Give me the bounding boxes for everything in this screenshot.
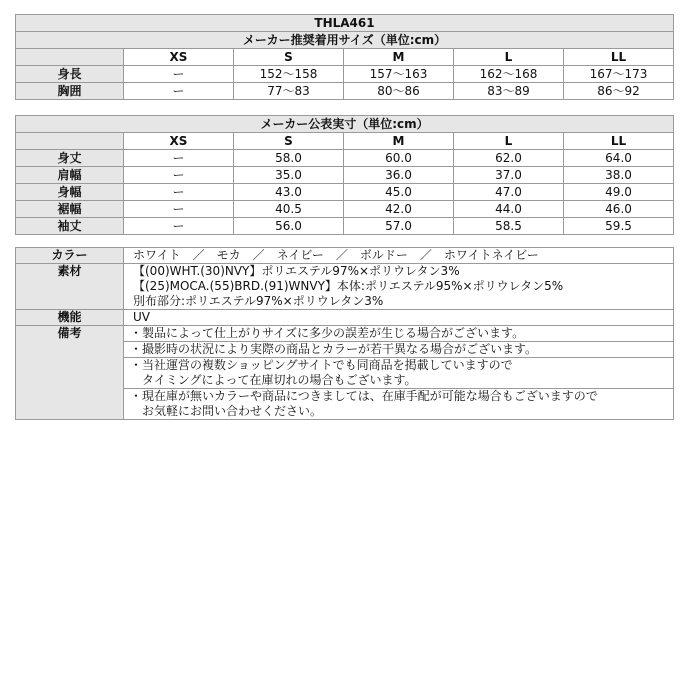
table-row <box>16 150 674 167</box>
material-label: 素材 <box>16 264 124 310</box>
detail-row-function <box>16 310 674 326</box>
note-item <box>124 326 674 342</box>
table-cell: 157〜163 <box>344 66 454 83</box>
table-cell: 35.0 <box>234 167 344 184</box>
table-row <box>16 184 674 201</box>
corner-cell <box>16 49 124 66</box>
color-label: カラー <box>16 248 124 264</box>
table-cell: 162〜168 <box>454 66 564 83</box>
table-cell: ー <box>124 218 234 235</box>
material-line: 【(25)MOCA.(55)BRD.(91)WNVY】本体:ポリエステル95%×ポリウレタン5% <box>133 279 564 293</box>
color-value: ホワイト ／ モカ ／ ネイビー ／ ボルドー ／ ホワイトネイビー <box>124 248 674 264</box>
table-cell: ー <box>124 184 234 201</box>
size-header: LL <box>564 133 674 150</box>
table-cell: 44.0 <box>454 201 564 218</box>
table-cell: 83〜89 <box>454 83 564 100</box>
actual-size-table <box>15 115 674 235</box>
size-header-row <box>16 49 674 66</box>
row-label: 胸囲 <box>16 83 124 100</box>
row-label: 身丈 <box>16 150 124 167</box>
table-cell: ー <box>124 167 234 184</box>
row-label: 袖丈 <box>16 218 124 235</box>
note-line: ・現在庫が無いカラーや商品につきましては、在庫手配が可能な場合もございますので <box>130 389 598 403</box>
table-cell: 59.5 <box>564 218 674 235</box>
size-header-row <box>16 133 674 150</box>
model-number: THLA461 <box>16 15 674 32</box>
size-header: M <box>344 133 454 150</box>
table-row <box>16 83 674 100</box>
recommended-size-title: メーカー推奨着用サイズ（単位:cm） <box>16 32 674 49</box>
note-item <box>124 358 674 389</box>
material-value <box>124 264 674 310</box>
row-label: 身長 <box>16 66 124 83</box>
detail-row-material <box>16 264 674 310</box>
size-header: M <box>344 49 454 66</box>
table-cell: 42.0 <box>344 201 454 218</box>
table-cell: 40.5 <box>234 201 344 218</box>
table-row <box>16 167 674 184</box>
table-cell: 58.0 <box>234 150 344 167</box>
note-item <box>124 389 674 420</box>
corner-cell <box>16 133 124 150</box>
table-cell: 167〜173 <box>564 66 674 83</box>
table-cell: 152〜158 <box>234 66 344 83</box>
table-row <box>16 201 674 218</box>
table-cell: 37.0 <box>454 167 564 184</box>
table-cell: 43.0 <box>234 184 344 201</box>
note-line: ・製品によって仕上がりサイズに多少の誤差が生じる場合がございます。 <box>130 326 525 340</box>
table-cell: 45.0 <box>344 184 454 201</box>
note-line: ・当社運営の複数ショッピングサイトでも同商品を掲載していますので <box>130 358 513 372</box>
material-line: 【(00)WHT.(30)NVY】ポリエステル97%×ポリウレタン3% <box>133 264 460 278</box>
table-cell: 46.0 <box>564 201 674 218</box>
size-header: LL <box>564 49 674 66</box>
row-label: 身幅 <box>16 184 124 201</box>
table-cell: ー <box>124 66 234 83</box>
actual-size-title: メーカー公表実寸（単位:cm） <box>16 116 674 133</box>
table-cell: 47.0 <box>454 184 564 201</box>
note-line: ・撮影時の状況により実際の商品とカラーが若干異なる場合がございます。 <box>130 342 538 356</box>
table-cell: 56.0 <box>234 218 344 235</box>
table-cell: 80〜86 <box>344 83 454 100</box>
table-cell: 77〜83 <box>234 83 344 100</box>
size-header: S <box>234 49 344 66</box>
detail-row-notes <box>16 326 674 342</box>
table-cell: ー <box>124 83 234 100</box>
note-line: お気軽にお問い合わせください。 <box>142 404 323 418</box>
product-details-table <box>15 247 674 420</box>
recommended-size-table <box>15 14 674 100</box>
table-cell: 62.0 <box>454 150 564 167</box>
table-cell: 58.5 <box>454 218 564 235</box>
notes-label: 備考 <box>16 326 124 420</box>
table-cell: ー <box>124 150 234 167</box>
detail-row-color <box>16 248 674 264</box>
note-line: タイミングによって在庫切れの場合もございます。 <box>142 373 417 387</box>
table-cell: 49.0 <box>564 184 674 201</box>
material-line: 別布部分:ポリエステル97%×ポリウレタン3% <box>133 294 384 308</box>
note-item <box>124 342 674 358</box>
row-label: 裾幅 <box>16 201 124 218</box>
table-cell: 64.0 <box>564 150 674 167</box>
table-row <box>16 66 674 83</box>
row-label: 肩幅 <box>16 167 124 184</box>
table-cell: 36.0 <box>344 167 454 184</box>
table-cell: 86〜92 <box>564 83 674 100</box>
table-cell: ー <box>124 201 234 218</box>
size-header: XS <box>124 133 234 150</box>
table-cell: 38.0 <box>564 167 674 184</box>
function-value: UV <box>124 310 674 326</box>
size-header: L <box>454 133 564 150</box>
table-cell: 60.0 <box>344 150 454 167</box>
table-row <box>16 218 674 235</box>
function-label: 機能 <box>16 310 124 326</box>
table-cell: 57.0 <box>344 218 454 235</box>
size-header: XS <box>124 49 234 66</box>
size-header: S <box>234 133 344 150</box>
size-header: L <box>454 49 564 66</box>
